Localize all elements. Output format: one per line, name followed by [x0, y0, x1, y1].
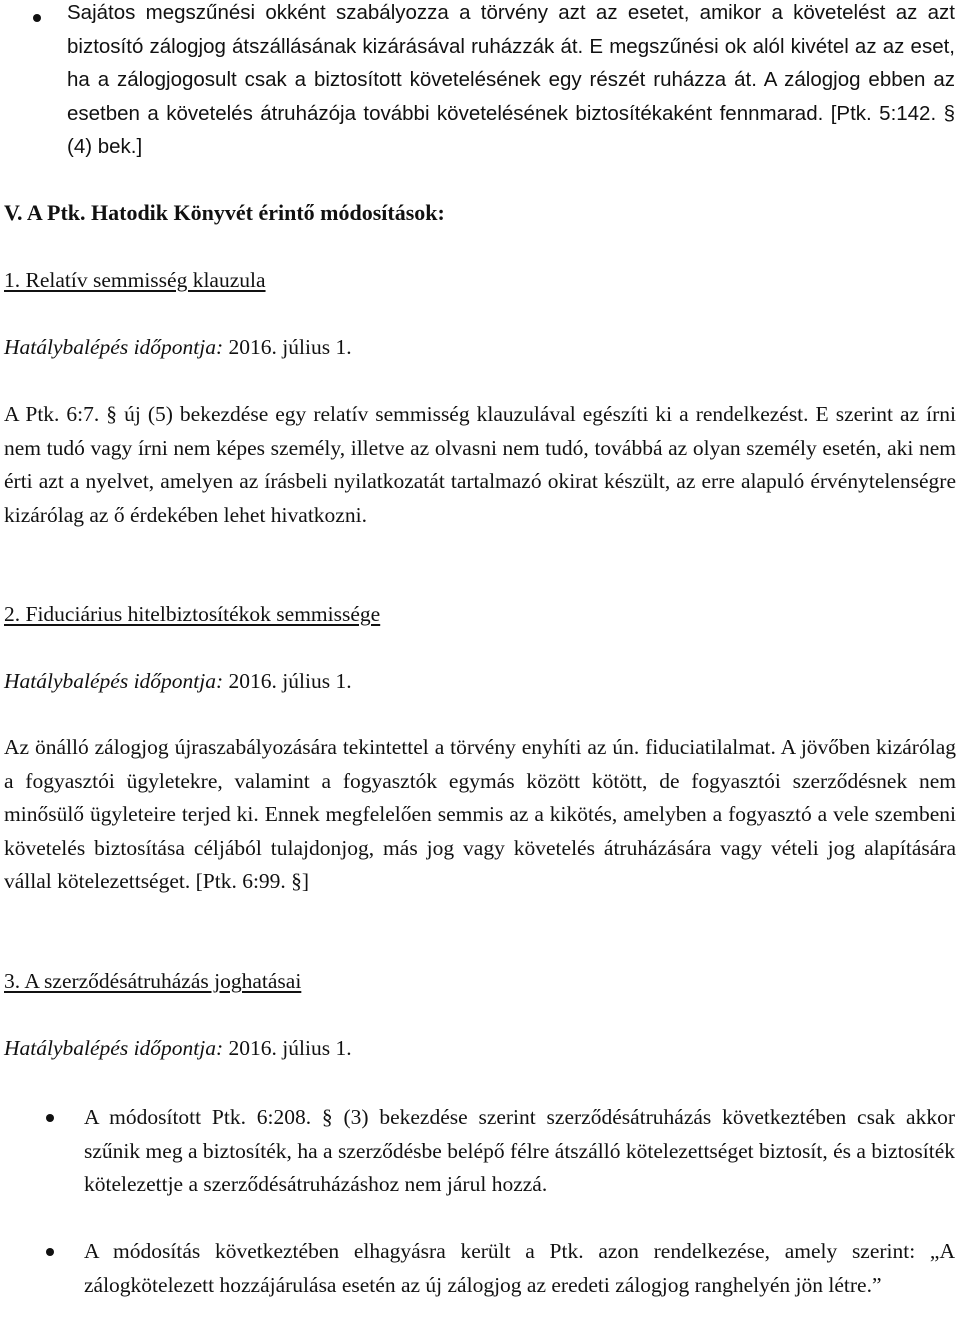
section-1-title: 1. Relatív semmisség klauzula: [4, 268, 266, 292]
effective-label: Hatálybalépés időpontja:: [4, 1036, 224, 1060]
section-1-body: A Ptk. 6:7. § új (5) bekezdése egy relatív semmisség klauzulával egészíti ki a rendelkezést. E szerint az írni nem tudó vagy írni nem képes személy, illetve az olvasni nem tudó, továbbá az olyan személy esetén, aki nem érti azt a nyelvet, amelyen az írásbeli nyilatkozatát tartalmazó okirat készült, az erre alapuló érvénytelenségre kizárólag az ő érdekében lehet hivatkozni.: [4, 402, 956, 527]
effective-label: Hatálybalépés időpontja:: [4, 669, 224, 693]
section-3-title: 3. A szerződésátruházás joghatásai: [4, 969, 302, 993]
section-3-bullet-2: A módosítás következtében elhagyásra került a Ptk. azon rendelkezése, amely szerint: „A zálogkötelezett hozzájárulása esetén az új zálogjog az eredeti zálogjog ranghelyén jön létre.”: [84, 1239, 955, 1297]
section-2-title: 2. Fiduciárius hitelbiztosítékok semmissége: [4, 602, 381, 626]
section-2-effective: [4, 665, 352, 699]
bullet-icon: [46, 1248, 54, 1256]
effective-date: 2016. július 1.: [228, 1036, 352, 1060]
bullet-icon: [33, 14, 41, 22]
chapter-heading: V. A Ptk. Hatodik Könyvét érintő módosítások:: [4, 200, 445, 225]
effective-date: 2016. július 1.: [228, 335, 352, 359]
effective-label: Hatálybalépés időpontja:: [4, 335, 224, 359]
effective-date: 2016. július 1.: [228, 669, 352, 693]
bullet-icon: [46, 1114, 54, 1122]
intro-bullet-text: Sajátos megszűnési okként szabályozza a törvény azt az esetet, amikor a követelést az azt biztosító zálogjog átszállásának kizárásával ruházzák át. E megszűnési ok alól kivétel az az eset, ha a zálogjogosult csak a biztosított követelésének egy részét ruházza át. A zálogjog ebben az esetben a követelés átruházója további követelésének biztosítékaként fennmarad. [Ptk. 5:142. § (4) bek.]: [67, 1, 955, 158]
section-1-effective: [4, 331, 352, 365]
section-3-effective: [4, 1032, 352, 1066]
section-2-body: Az önálló zálogjog újraszabályozására tekintettel a törvény enyhíti az ún. fiduciatilalmat. A jövőben kizárólag a fogyasztói ügyletekre, valamint a fogyasztók egymás között kötött, de fogyasztói szerződésnek nem minősülő ügyleteire terjed ki. Ennek megfelelően semmis az a kikötés, amelyben a fogyasztó a vele szembeni követelés biztosítása céljából tulajdonjog, más jog vagy követelés átruházására vagy vételi jog alapítására vállal kötelezettséget. [Ptk. 6:99. §]: [4, 735, 956, 893]
section-3-bullet-1: A módosított Ptk. 6:208. § (3) bekezdése szerint szerződésátruházás következtében csak akkor szűnik meg a biztosíték, ha a szerződésbe belépő félre átszálló kötelezettséget biztosít, és a biztosíték kötelezettje a szerződésátruházáshoz nem járul hozzá.: [84, 1105, 955, 1196]
